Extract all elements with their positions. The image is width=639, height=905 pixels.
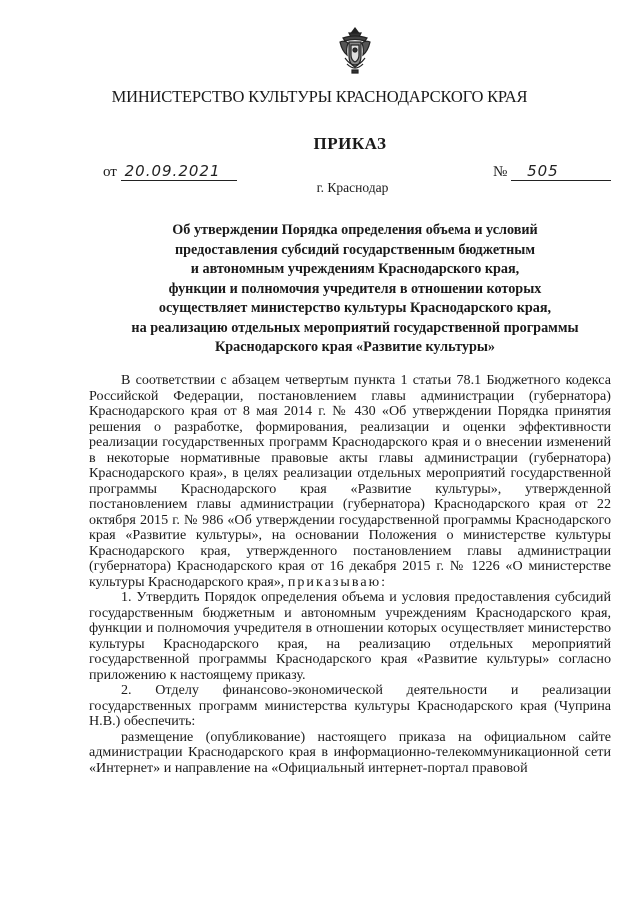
body-paragraph [89,373,611,590]
title-line: Краснодарского края «Развитие культуры» [214,339,496,355]
document-body [89,373,611,776]
title-line: осуществляет министерство культуры Краснодарского края, [158,300,552,316]
body-paragraph: размещение (опубликование) настоящего приказа на официальном сайте администрации Краснодарского края в информационно-телекоммуникационной сети «Интернет» и направление на «Официальный интернет-портал правовой [89,728,611,776]
title-line: предоставления субсидий государственным бюджетным [174,241,536,258]
date-line [103,162,237,181]
paragraph-text: В соответствии с абзацем четвертым пункта 1 статьи 78.1 Бюджетного кодекса Российской Федерации, постановлением главы администрации (губернатора) Краснодарского края от 8 мая 2014 г. № 430 «Об утверждении Порядка принятия решения о разработке, формирования, реализации и оценки эффективности реализации государственных программ Краснодарского края и о внесении изменений в некоторые нормативные правовые акты главы администрации (губернатора) Краснодарского края», в целях реализации отдельных мероприятий государственной программы Краснодарского края «Развитие культуры», утвержденной постановлением главы администрации (губернатора) Краснодарского края от 22 октября 2015 г. № 986 «Об утверждении государственной программы Краснодарского края «Развитие культуры», на основании Положения о министерстве культуры Краснодарского края, утвержденного постановлением главы администрации (губернатора) Краснодарского края от 16 декабря 2015 г. № 1226 «О министерстве культуры Краснодарского края», [89,372,611,590]
order-keyword: приказываю: [287,573,388,590]
title-line: функции и полномочия учредителя в отношении которых [168,280,542,297]
krasnodar-coat-of-arms-icon [335,26,375,76]
title-line: и автономным учреждениям Краснодарского края, [190,261,520,277]
document-type: ПРИКАЗ [313,134,387,153]
number-value: 505 [511,162,611,181]
body-paragraph: 1. Утвердить Порядок определения объема и условия предоставления субсидий государственным бюджетным и автономным учреждениям Краснодарского края, функции и полномочия учредителя в отношении которых осуществляет министерство культуры Краснодарского края, на реализацию отдельных мероприятий государственной программы Краснодарского края «Развитие культуры» согласно приложению к настоящему приказу. [89,589,611,683]
document-title [120,221,590,358]
number-line [493,162,611,181]
date-value: 20.09.2021 [121,162,237,181]
title-line: Об утверждении Порядка определения объема и условий [172,222,538,238]
city: г. Краснодар [316,180,389,195]
title-line: на реализацию отдельных мероприятий государственной программы [131,319,579,336]
number-prefix: № [493,164,508,180]
date-prefix: от [103,164,117,180]
ministry-name: МИНИСТЕРСТВО КУЛЬТУРЫ КРАСНОДАРСКОГО КРАЯ [111,87,528,106]
body-paragraph: 2. Отделу финансово-экономической деятельности и реализации государственных программ министерства культуры Краснодарского края (Чуприна Н.В.) обеспечить: [89,682,611,729]
